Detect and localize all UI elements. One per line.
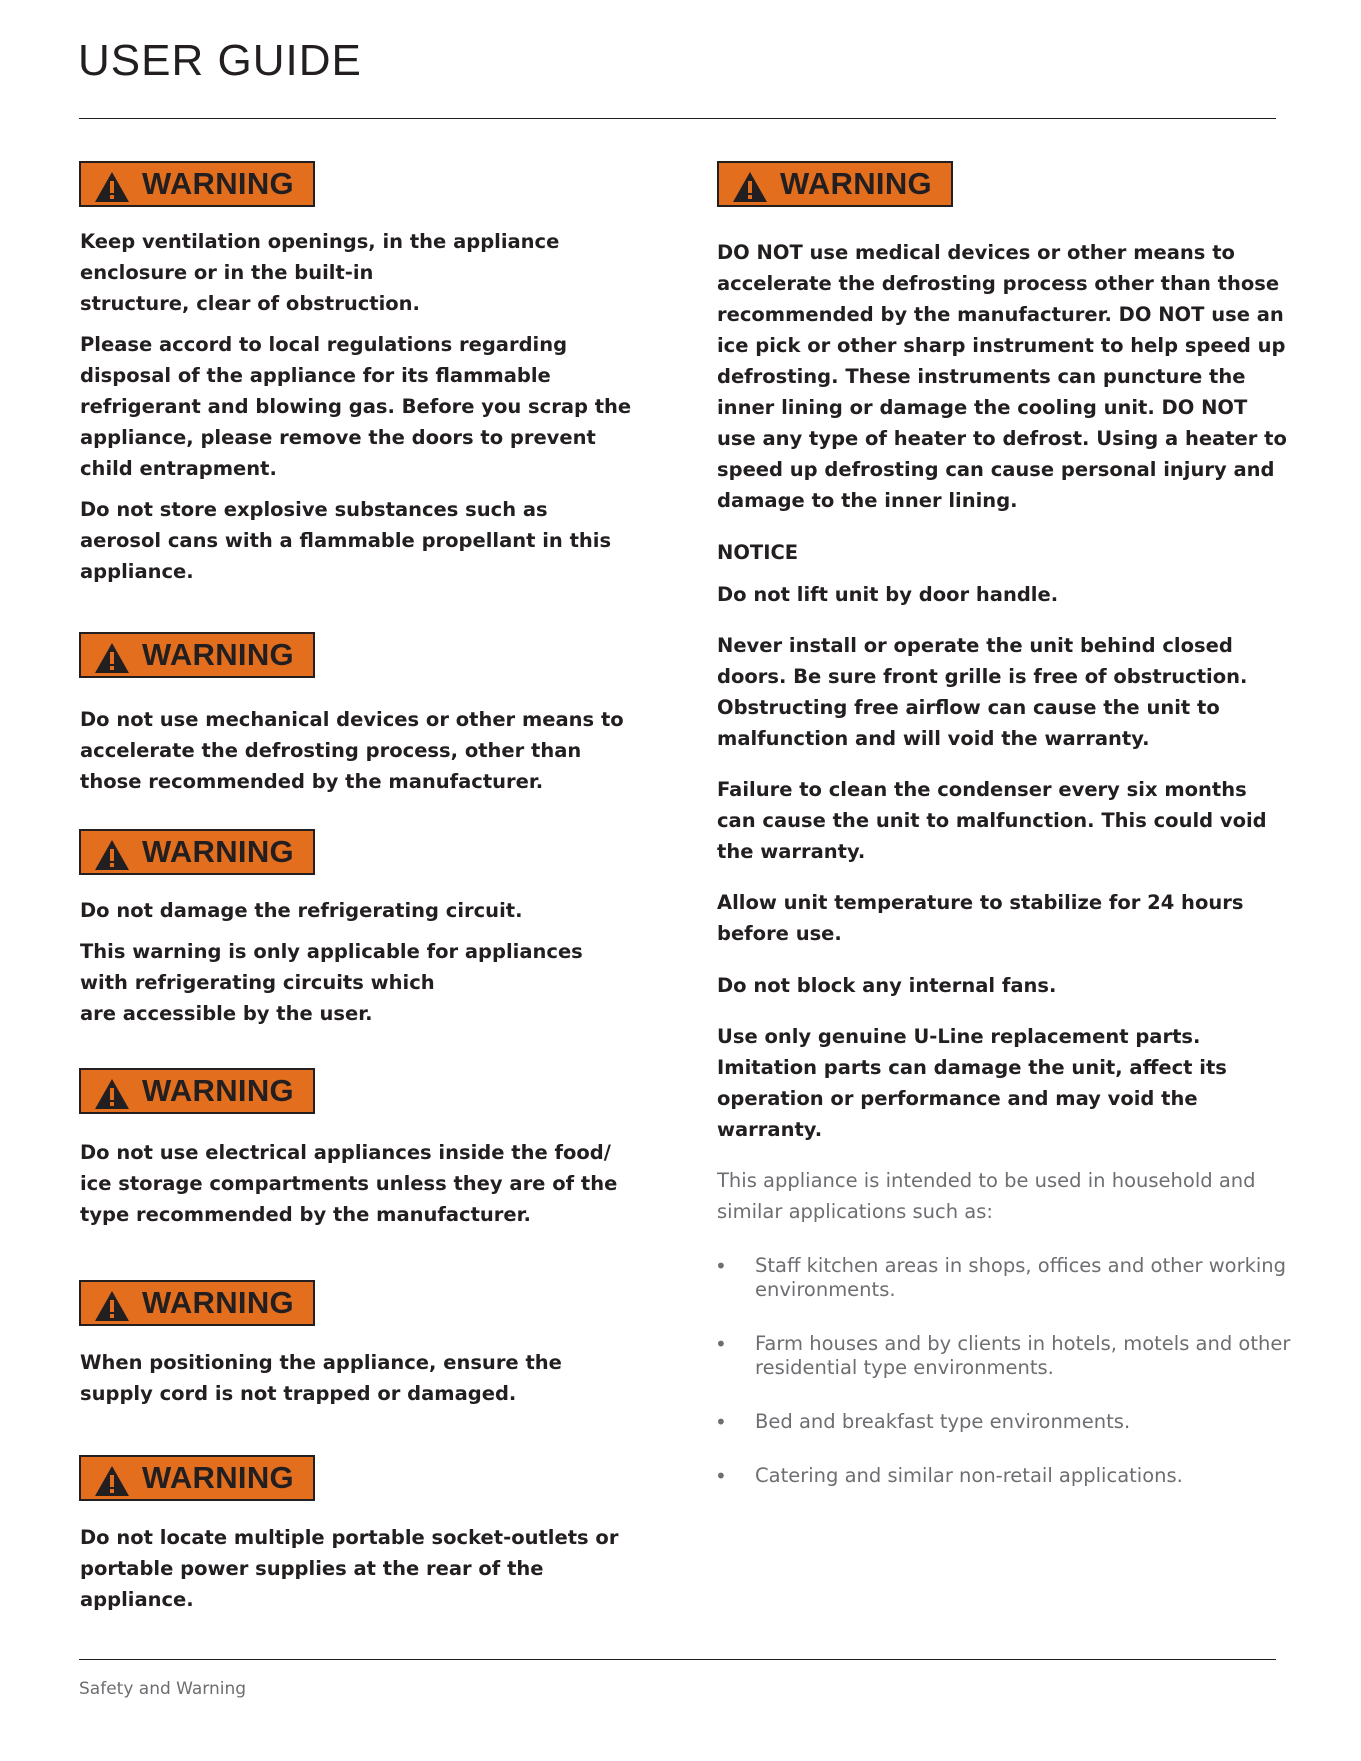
bullet-icon: • [715, 1332, 727, 1356]
warning-label [79, 632, 315, 678]
warning-triangle-icon [94, 642, 130, 674]
footer-section-label: Safety and Warning [79, 1679, 247, 1699]
warning-text: WARNING [142, 1073, 294, 1108]
warning-label [79, 161, 315, 207]
warning-5-text: When positioning the appliance, ensure the supply cord is not trapped or damaged. [80, 1351, 562, 1405]
warning-triangle-icon [94, 171, 130, 203]
warning-triangle-icon [732, 171, 768, 203]
warning-label [79, 1068, 315, 1114]
notice-heading: NOTICE [717, 541, 799, 564]
intended-use-text: This appliance is intended to be used in household and similar applications such as: [717, 1169, 1256, 1223]
warning-3-text-c: are accessible by the user. [80, 1002, 373, 1025]
warning-3-text-b: This warning is only applicable for appliances with refrigerating circuits which [80, 940, 583, 994]
right-warning-text: DO NOT use medical devices or other means to accelerate the defrosting process other than those recommended by the manufacturer. DO NOT use an ice pick or other sharp instrument to help speed up defrosting. These instruments can puncture the inner lining or damage the cooling unit. DO NOT use any type of heater to defrost. Using a heater to speed up defrosting can cause personal injury and damage to the inner lining. [717, 241, 1287, 512]
header-rule [79, 118, 1276, 119]
warning-triangle-icon [94, 1465, 130, 1497]
notice-1: Do not lift unit by door handle. [717, 583, 1059, 606]
warning-text: WARNING [780, 166, 932, 201]
list-item-text: Farm houses and by clients in hotels, motels and other residential type environments. [755, 1332, 1291, 1379]
list-item-text: Staff kitchen areas in shops, offices and other working environments. [755, 1254, 1287, 1301]
warning-2-text: Do not use mechanical devices or other means to accelerate the defrosting process, other than those recommended by the manufacturer. [80, 708, 624, 793]
notice-5: Do not block any internal fans. [717, 974, 1057, 997]
warning-label [79, 1280, 315, 1326]
footer-rule [79, 1659, 1276, 1660]
warning-triangle-icon [94, 1290, 130, 1322]
page-title: USER GUIDE [78, 36, 362, 85]
notice-6: Use only genuine U-Line replacement parts. Imitation parts can damage the unit, affect its operation or performance and may void the warranty. [717, 1025, 1227, 1141]
list-item-text: Catering and similar non-retail applications. [755, 1464, 1183, 1487]
warning-text: WARNING [142, 834, 294, 869]
bullet-icon: • [715, 1254, 727, 1278]
bullet-icon: • [715, 1410, 727, 1434]
warning-1-text-d: Do not store explosive substances such as aerosol cans with a flammable propellant in this appliance. [80, 498, 612, 583]
warning-label [79, 829, 315, 875]
warning-text: WARNING [142, 166, 294, 201]
warning-triangle-icon [94, 839, 130, 871]
warning-text: WARNING [142, 1460, 294, 1495]
warning-text: WARNING [142, 1285, 294, 1320]
bullet-icon: • [715, 1464, 727, 1488]
notice-3: Failure to clean the condenser every six months can cause the unit to malfunction. This could void the warranty. [717, 778, 1267, 863]
warning-3-text-a: Do not damage the refrigerating circuit. [80, 899, 523, 922]
warning-label [79, 1455, 315, 1501]
notice-4: Allow unit temperature to stabilize for 24 hours before use. [717, 891, 1244, 945]
warning-6-text: Do not locate multiple portable socket-outlets or portable power supplies at the rear of the appliance. [80, 1526, 619, 1611]
warning-text: WARNING [142, 637, 294, 672]
warning-label [717, 161, 953, 207]
warning-1-text-c: Please accord to local regulations regarding disposal of the appliance for its flammable refrigerant and blowing gas. Before you scrap the appliance, please remove the doors to prevent child entrapment. [80, 333, 632, 480]
warning-1-text-b: structure, clear of obstruction. [80, 292, 420, 315]
warning-1-text-a: Keep ventilation openings, in the appliance enclosure or in the built-in [80, 230, 560, 284]
notice-2: Never install or operate the unit behind closed doors. Be sure front grille is free of obstruction. Obstructing free airflow can cause the unit to malfunction and will void the warranty. [717, 634, 1248, 750]
warning-triangle-icon [94, 1078, 130, 1110]
list-item-text: Bed and breakfast type environments. [755, 1410, 1131, 1433]
warning-4-text: Do not use electrical appliances inside the food/ ice storage compartments unless they are of the type recommended by the manufacturer. [80, 1141, 618, 1226]
